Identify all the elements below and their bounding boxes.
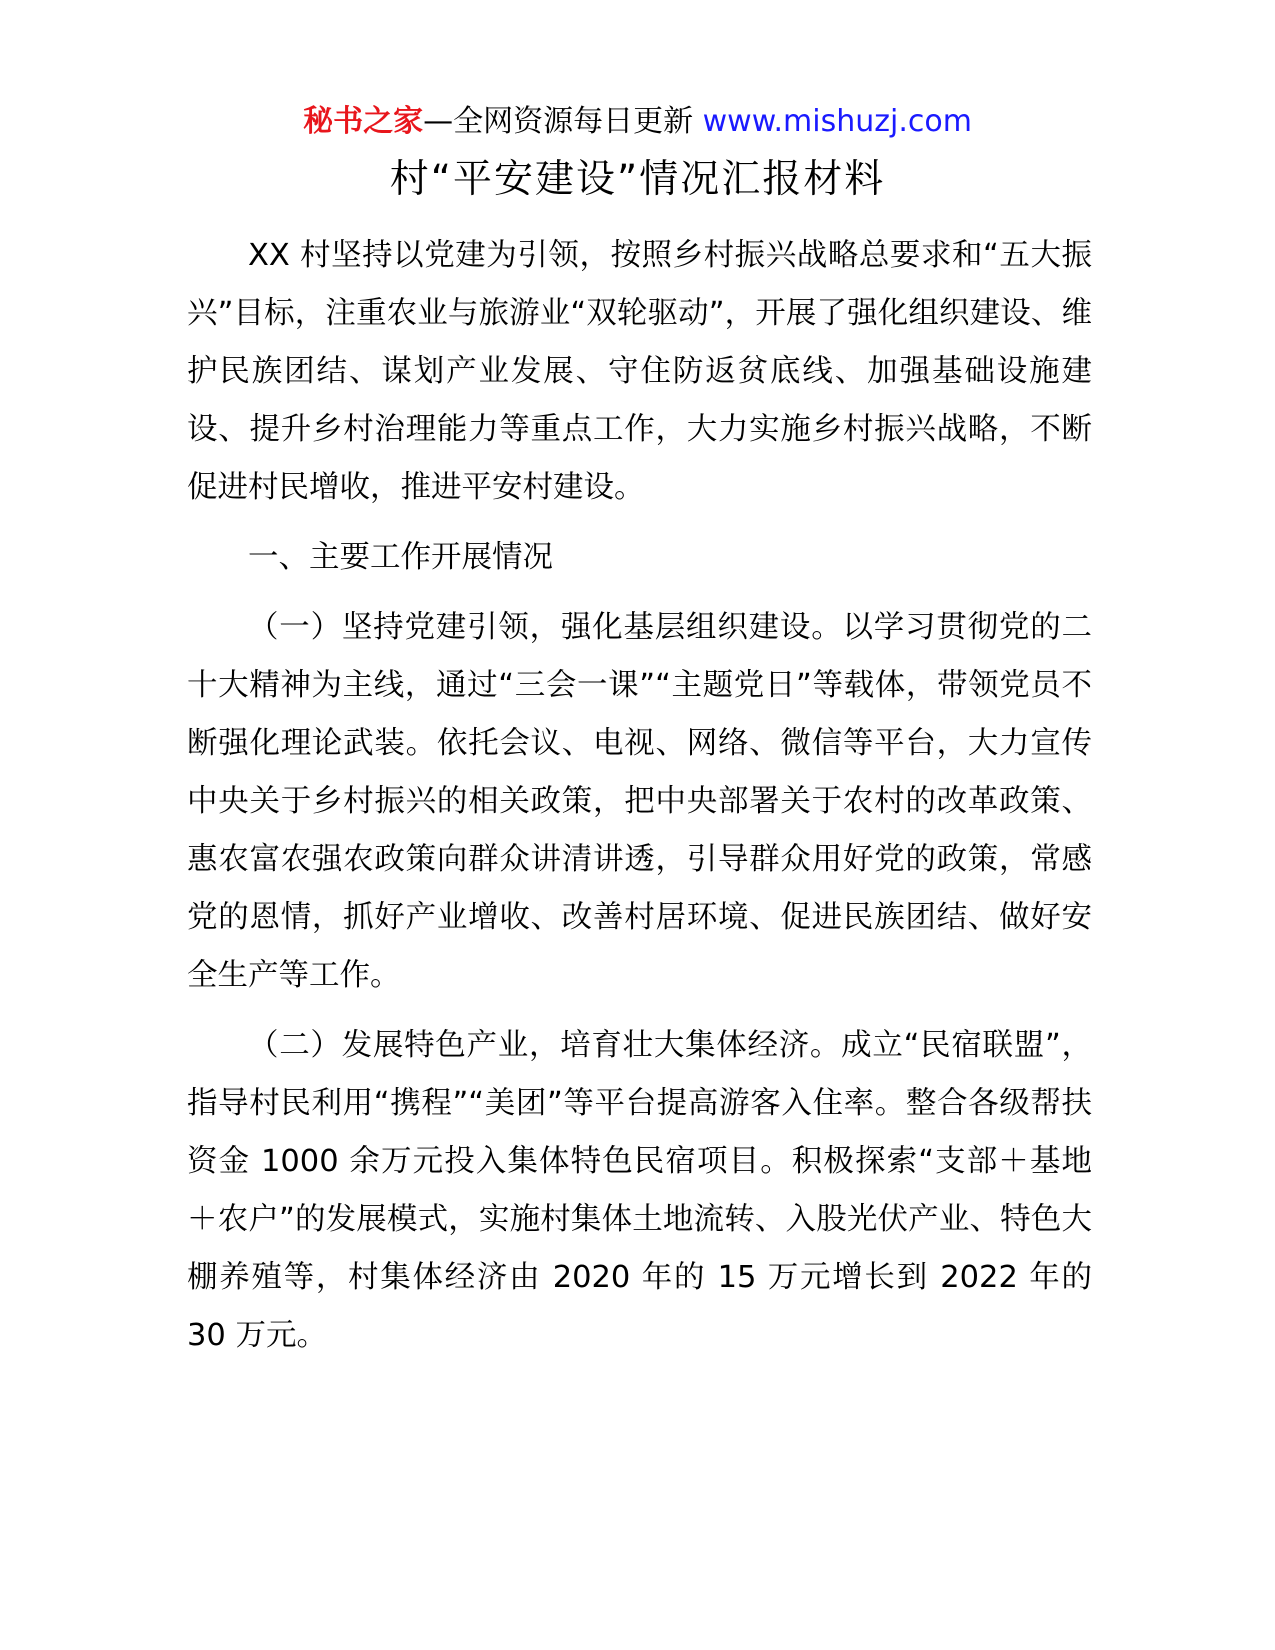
site-header xyxy=(0,100,1275,144)
header-tagline: —全网资源每日更新 xyxy=(423,104,694,139)
intro-paragraph: XX 村坚持以党建为引领，按照乡村振兴战略总要求和“五大振兴”目标，注重农业与旅游业“双轮驱动”，开展了强化组织建设、维护民族团结、谋划产业发展、守住防返贫底线、加强基础设施建设、提升乡村治理能力等重点工作，大力实施乡村振兴战略，不断促进村民增收，推进平安村建设。 xyxy=(187,238,1092,505)
item-paragraph-1: （一）坚持党建引领，强化基层组织建设。以学习贯彻党的二十大精神为主线，通过“三会一课”“主题党日”等载体，带领党员不断强化理论武装。依托会议、电视、网络、微信等平台，大力宣传中央关于乡村振兴的相关政策，把中央部署关于农村的改革政策、惠农富农强农政策向群众讲清讲透，引导群众用好党的政策，常感党的恩情，抓好产业增收、改善村居环境、促进民族团结、做好安全生产等工作。 xyxy=(187,610,1092,993)
brand-name: 秘书之家 xyxy=(303,104,424,139)
document-body xyxy=(187,227,1092,1365)
section-heading: 一、主要工作开展情况 xyxy=(248,540,553,575)
item-paragraph-2: （二）发展特色产业，培育壮大集体经济。成立“民宿联盟”，指导村民利用“携程”“美团”等平台提高游客入住率。整合各级帮扶资金 1000 余万元投入集体特色民宿项目。积极探索“支部＋基地＋农户”的发展模式，实施村集体土地流转、入股光伏产业、特色大棚养殖等，村集体经济由 2020 年的 15 万元增长到 2022 年的 30 万元。 xyxy=(187,1028,1092,1353)
document-title: 村“平安建设”情况汇报材料 xyxy=(389,157,886,202)
site-url-link[interactable]: www.mishuzj.com xyxy=(702,104,972,139)
